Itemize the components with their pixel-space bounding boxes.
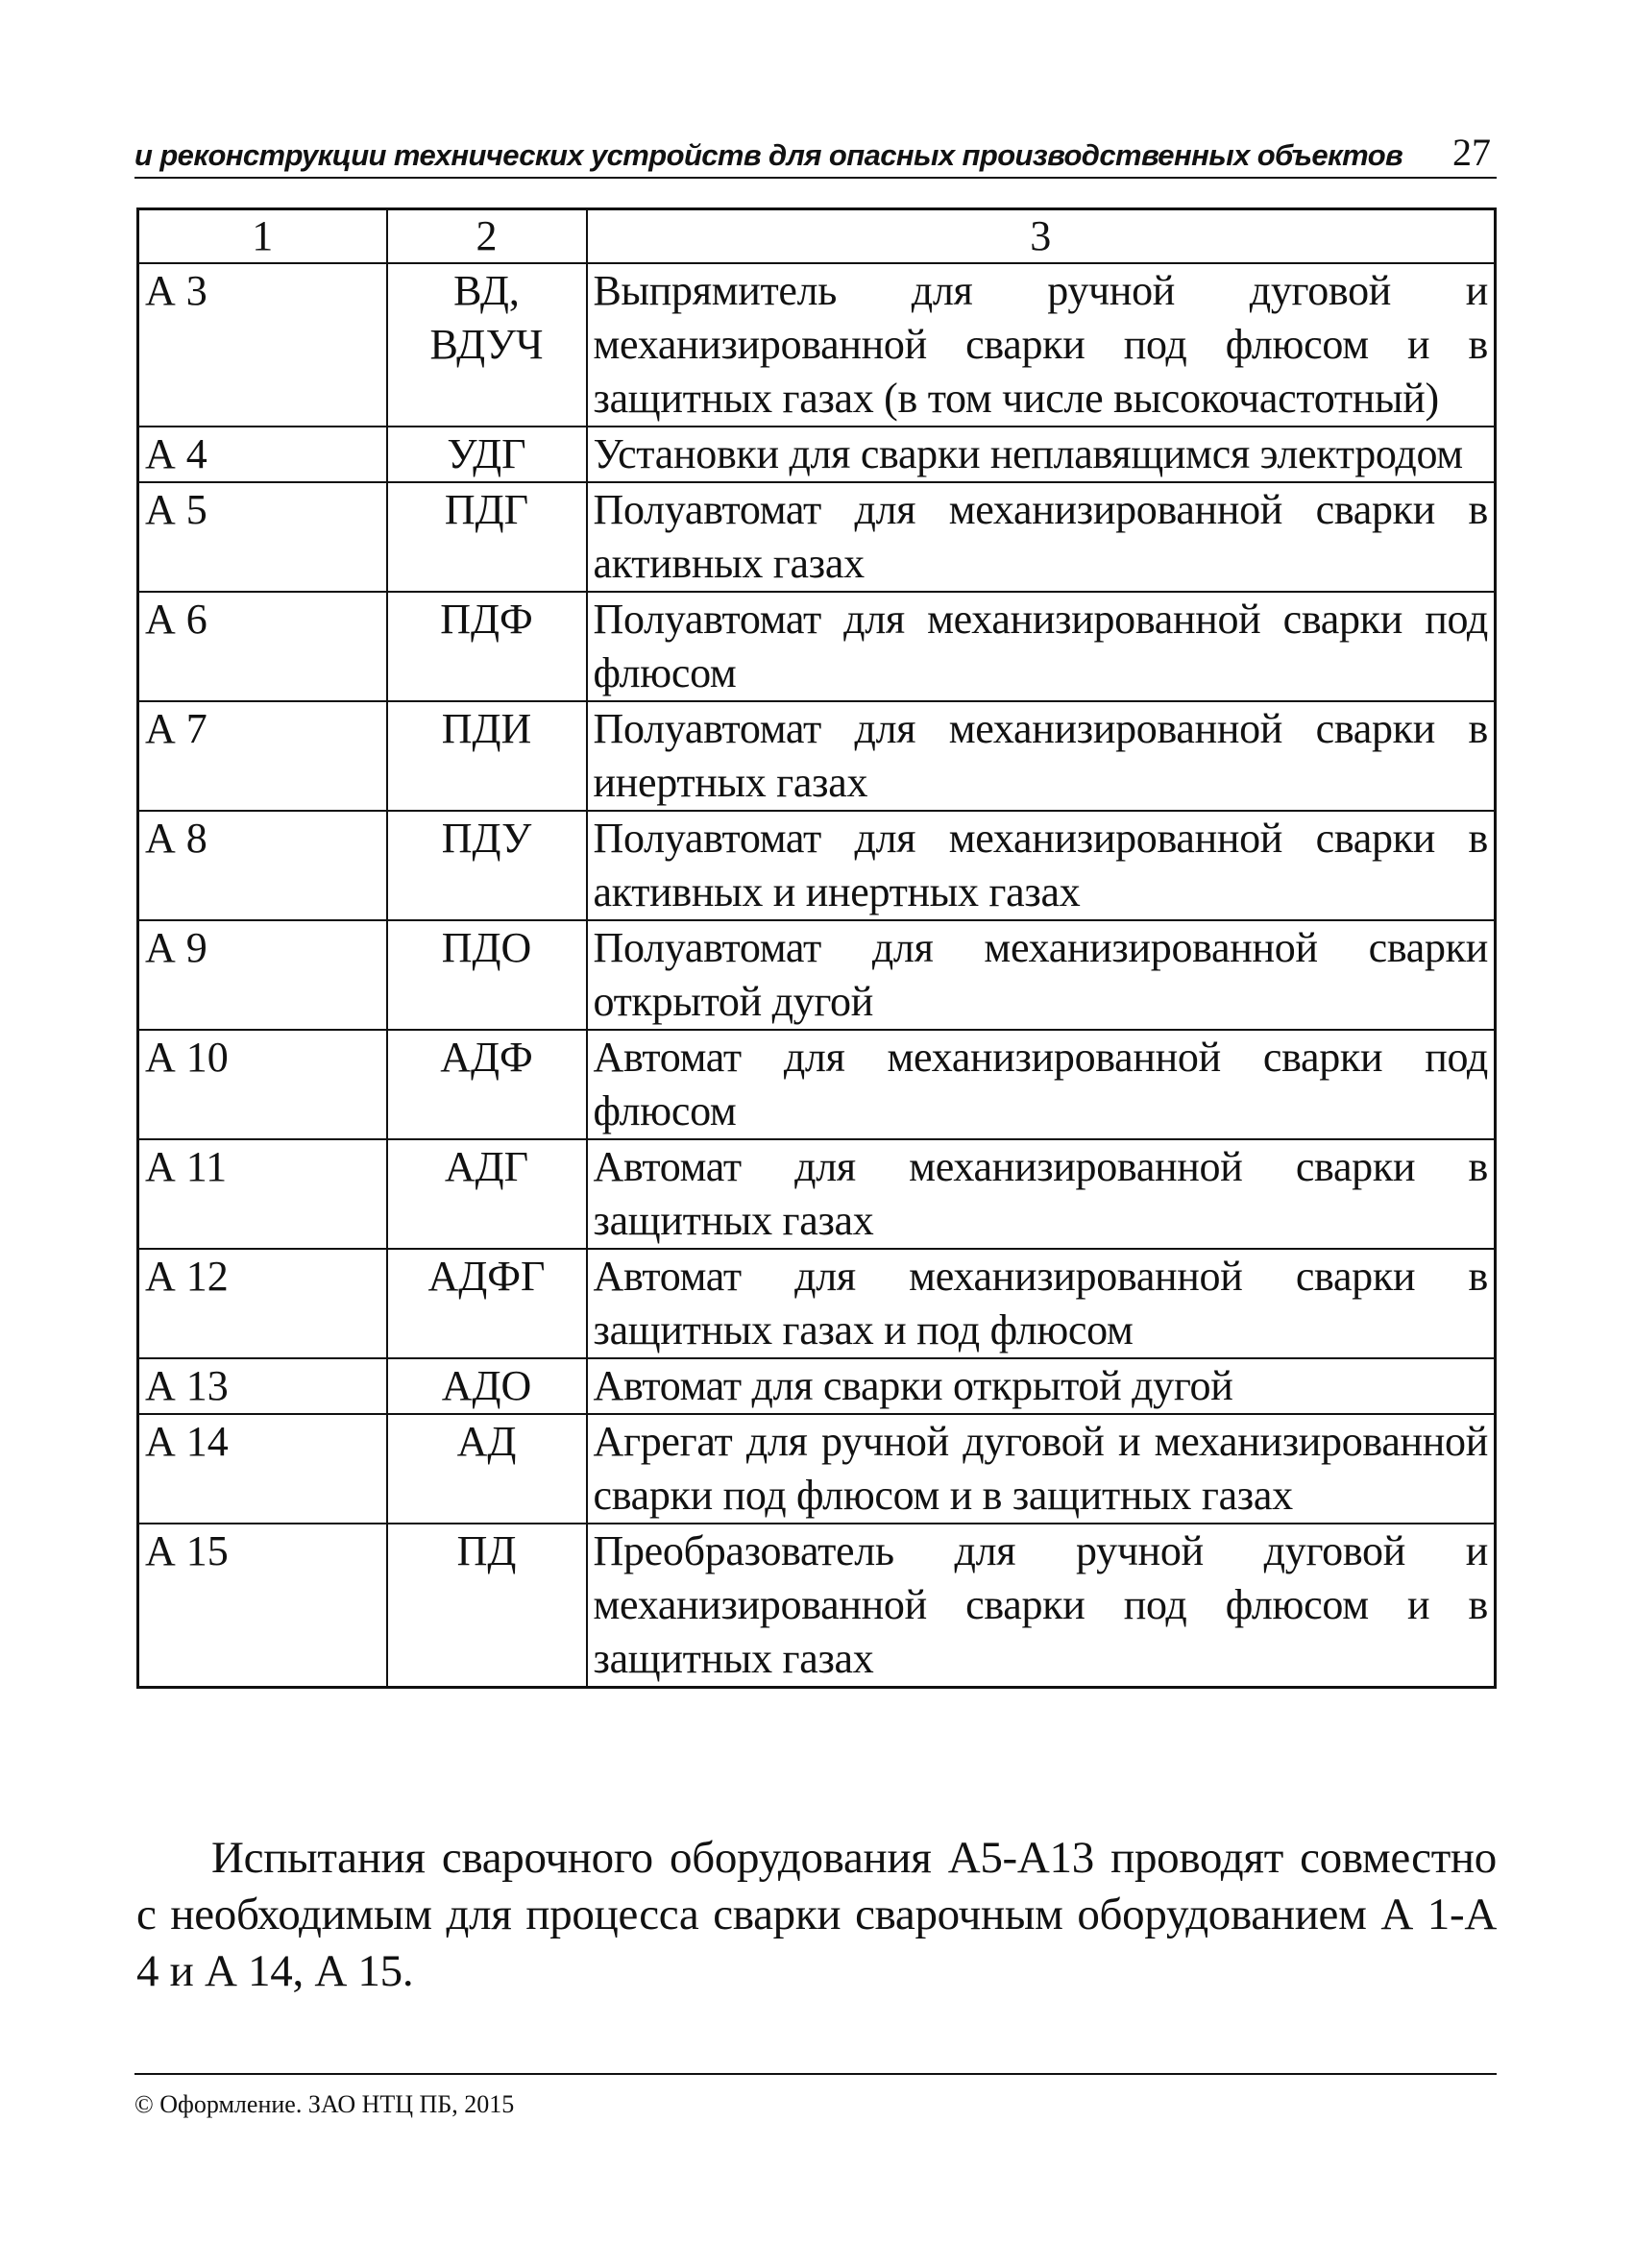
table-header-row <box>138 209 1496 264</box>
row-abbreviation: ПДО <box>387 920 587 1030</box>
table-row <box>138 1030 1496 1139</box>
table-row <box>138 1524 1496 1688</box>
table-row <box>138 811 1496 920</box>
row-description: Автомат для сварки открытой дугой <box>587 1358 1496 1414</box>
row-abbreviation: ВД, ВДУЧ <box>387 263 587 427</box>
row-code: А 14 <box>138 1414 387 1524</box>
row-code: А 12 <box>138 1249 387 1358</box>
row-abbreviation: ПД <box>387 1524 587 1688</box>
row-code: А 9 <box>138 920 387 1030</box>
row-code: А 5 <box>138 482 387 592</box>
row-description: Полуавтомат для механизированной сварки под флюсом <box>587 592 1496 701</box>
row-code: А 13 <box>138 1358 387 1414</box>
row-description: Установки для сварки неплавящимся электродом <box>587 427 1496 482</box>
row-description: Автомат для механизированной сварки под флюсом <box>587 1030 1496 1139</box>
row-abbreviation: АДГ <box>387 1139 587 1249</box>
row-code: А 6 <box>138 592 387 701</box>
table-row <box>138 1358 1496 1414</box>
table-row <box>138 482 1496 592</box>
row-code: А 4 <box>138 427 387 482</box>
row-abbreviation: УДГ <box>387 427 587 482</box>
page-number: 27 <box>1452 131 1491 174</box>
row-code: А 11 <box>138 1139 387 1249</box>
equipment-table <box>136 207 1497 1689</box>
row-abbreviation: АДФГ <box>387 1249 587 1358</box>
column-header-2: 2 <box>387 209 587 264</box>
row-description: Автомат для механизированной сварки в защитных газах и под флюсом <box>587 1249 1496 1358</box>
row-description: Автомат для механизированной сварки в защитных газах <box>587 1139 1496 1249</box>
row-abbreviation: АДФ <box>387 1030 587 1139</box>
row-abbreviation: ПДГ <box>387 482 587 592</box>
table-row <box>138 592 1496 701</box>
row-abbreviation: АДО <box>387 1358 587 1414</box>
table-row <box>138 1414 1496 1524</box>
table-row <box>138 701 1496 811</box>
row-description: Полуавтомат для механизированной сварки в активных и инертных газах <box>587 811 1496 920</box>
row-abbreviation: ПДИ <box>387 701 587 811</box>
row-code: А 3 <box>138 263 387 427</box>
row-code: А 15 <box>138 1524 387 1688</box>
row-abbreviation: ПДУ <box>387 811 587 920</box>
row-description: Полуавтомат для механизированной сварки в инертных газах <box>587 701 1496 811</box>
table-row <box>138 263 1496 427</box>
row-abbreviation: ПДФ <box>387 592 587 701</box>
column-header-3: 3 <box>587 209 1496 264</box>
row-description: Полуавтомат для механизированной сварки открытой дугой <box>587 920 1496 1030</box>
row-description: Преобразователь для ручной дуговой и механизированной сварки под флюсом и в защитных газах <box>587 1524 1496 1688</box>
table-row <box>138 1249 1496 1358</box>
row-description: Выпрямитель для ручной дуговой и механизированной сварки под флюсом и в защитных газах (в том числе высокочастотный) <box>587 263 1496 427</box>
row-code: А 10 <box>138 1030 387 1139</box>
table-row <box>138 427 1496 482</box>
running-header-title: и реконструкции технических устройств для опасных производственных объектов <box>134 138 1403 172</box>
page-header <box>134 123 1497 179</box>
table-row <box>138 1139 1496 1249</box>
row-code: А 8 <box>138 811 387 920</box>
body-paragraph: Испытания сварочного оборудования А5-А13 проводят совместно с необходимым для процесса сварки сварочным оборудованием А 1-А 4 и А 14, А 15. <box>136 1833 1497 1996</box>
row-code: А 7 <box>138 701 387 811</box>
row-abbreviation: АД <box>387 1414 587 1524</box>
table-row <box>138 920 1496 1030</box>
footer-copyright: © Оформление. ЗАО НТЦ ПБ, 2015 <box>134 2090 515 2118</box>
column-header-1: 1 <box>138 209 387 264</box>
footer-divider <box>134 2073 1497 2075</box>
row-description: Агрегат для ручной дуговой и механизированной сварки под флюсом и в защитных газах <box>587 1414 1496 1524</box>
row-description: Полуавтомат для механизированной сварки в активных газах <box>587 482 1496 592</box>
